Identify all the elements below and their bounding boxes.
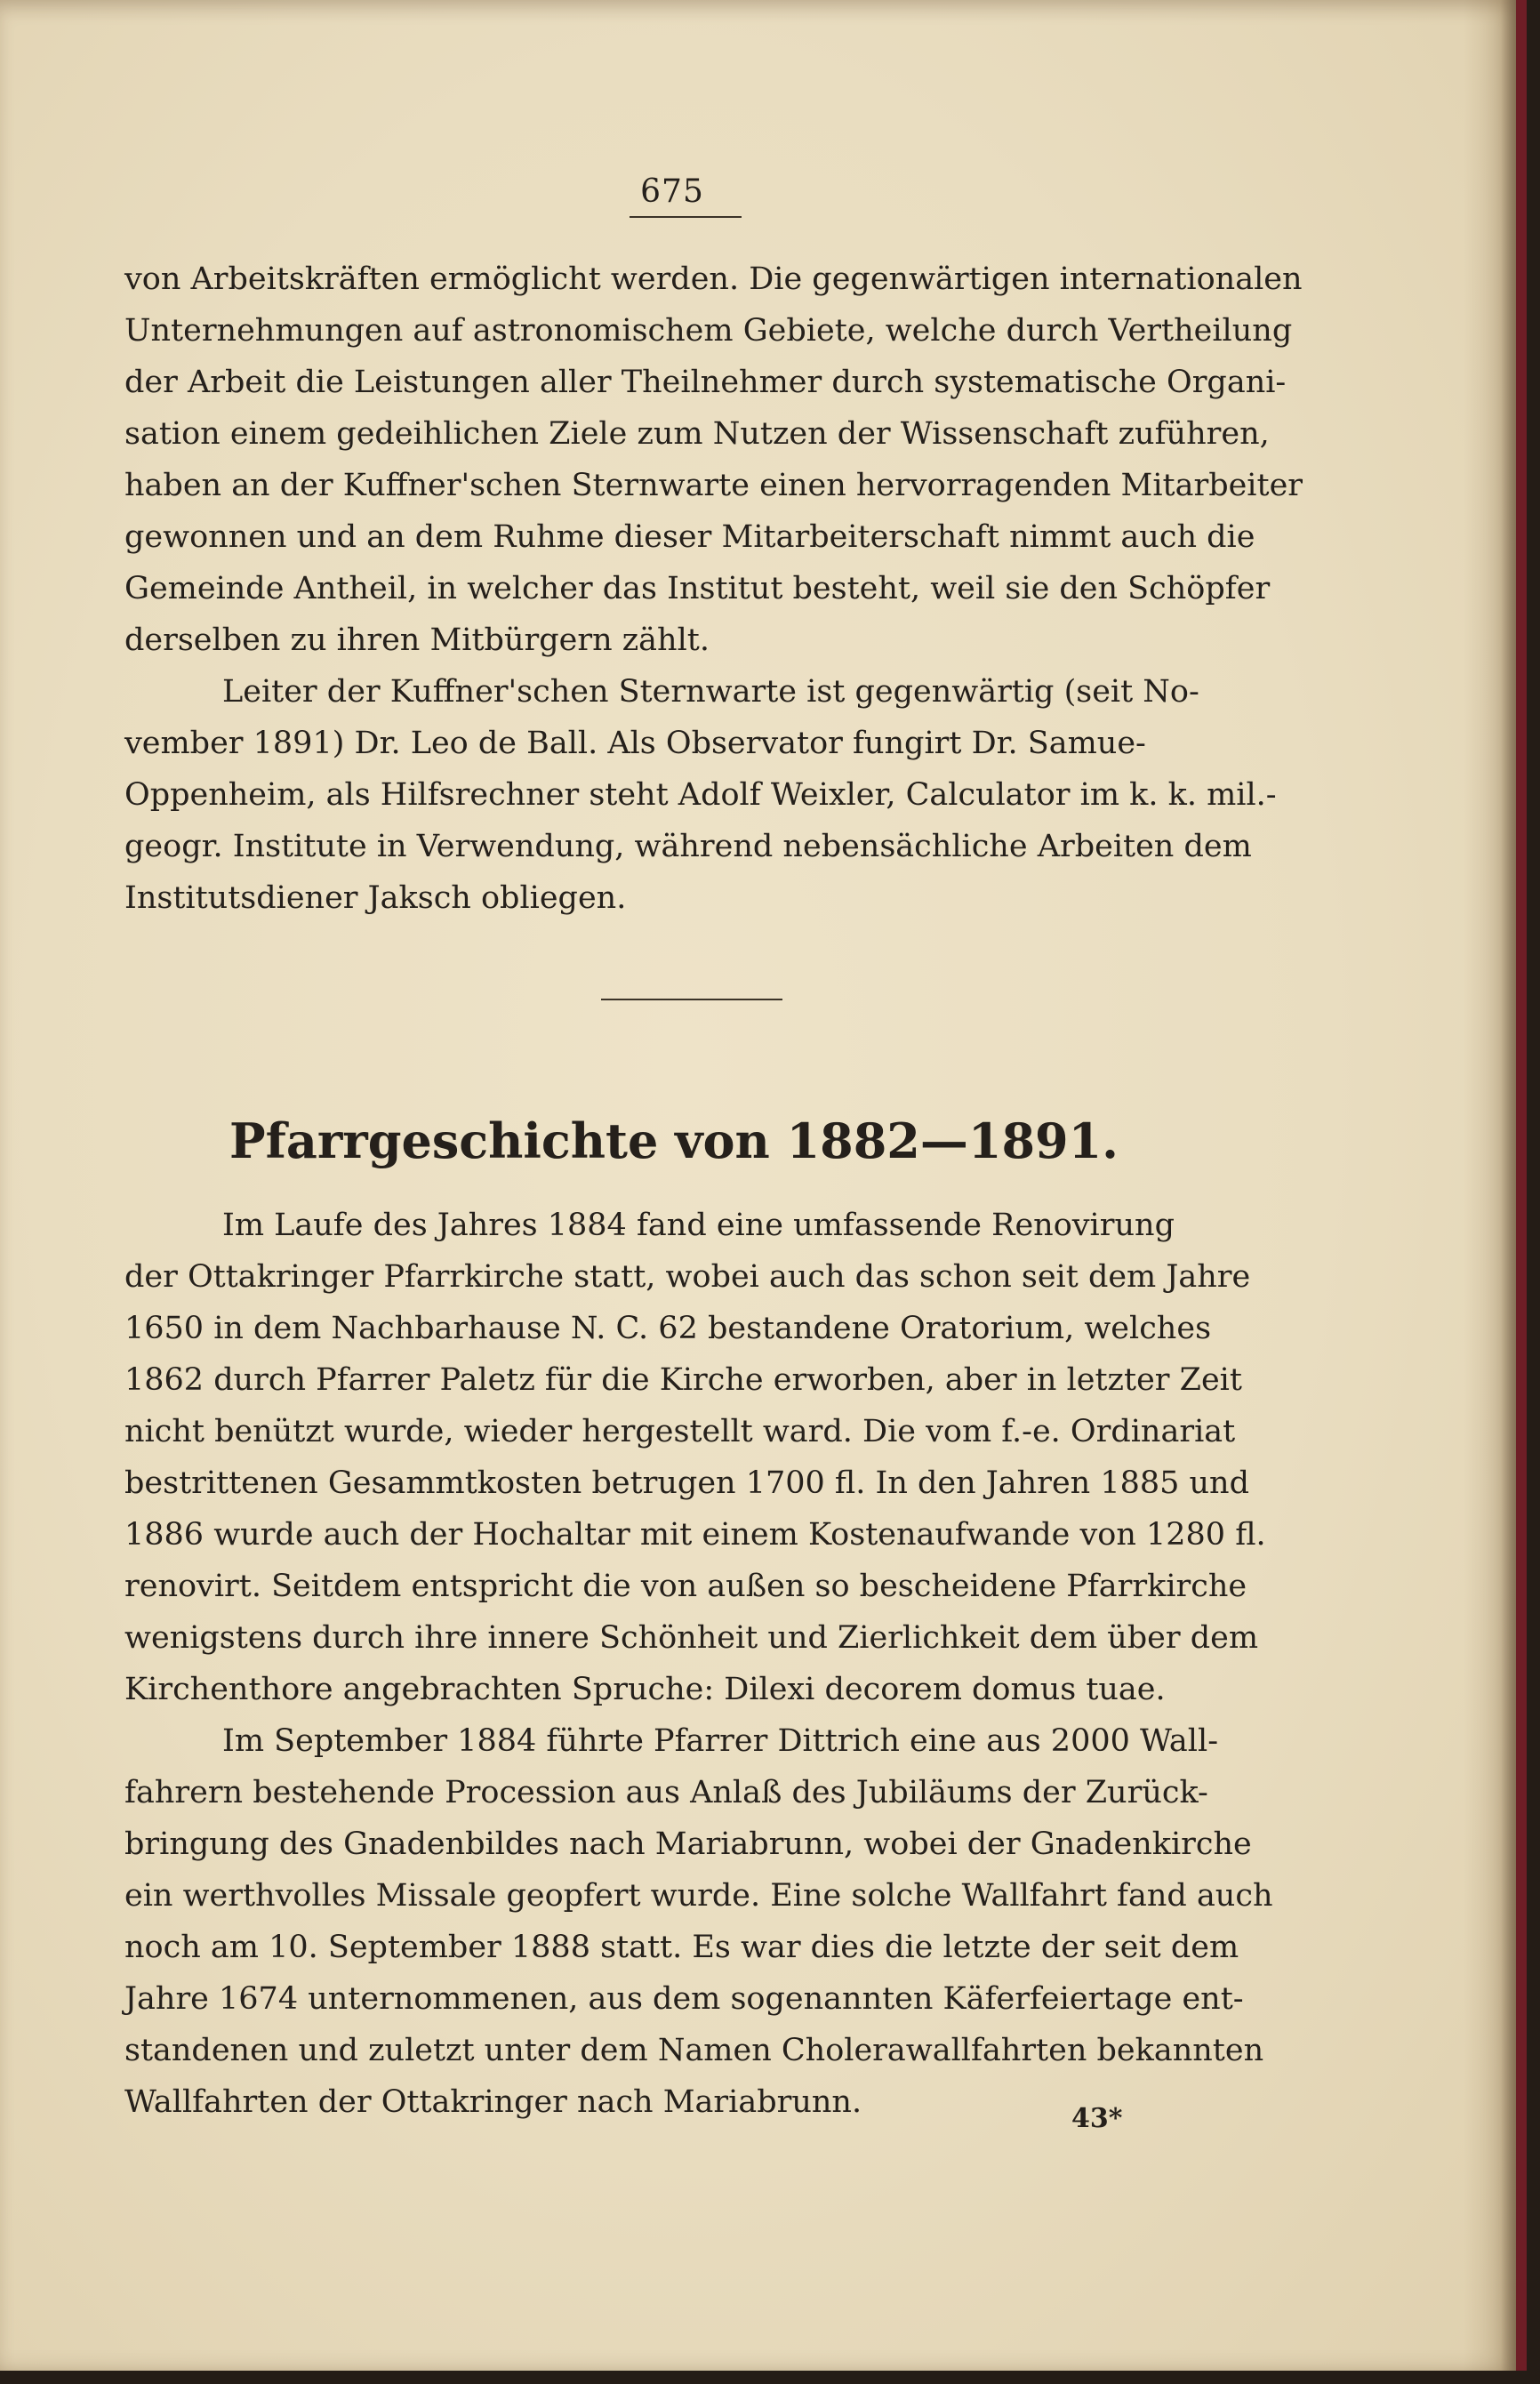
page-number: 675 [640, 173, 704, 210]
text-line: gewonnen und an dem Ruhme dieser Mitarbeiterschaft nimmt auch die [124, 519, 1255, 555]
bottom-dark-edge [0, 2371, 1540, 2384]
text-line: Wallfahrten der Ottakringer nach Mariabrunn. [124, 2084, 862, 2120]
text-line: fahrern bestehende Procession aus Anlaß des Jubiläums der Zurück- [124, 1775, 1208, 1810]
text-line: Im Laufe des Jahres 1884 fand eine umfassende Renovirung [222, 1208, 1175, 1243]
text-line: von Arbeitskräften ermöglicht werden. Die gegenwärtigen internationalen [124, 261, 1303, 297]
red-book-spine [1516, 0, 1527, 2384]
section-divider [601, 999, 782, 1000]
text-line: haben an der Kuffner'schen Sternwarte einen hervorragenden Mitarbeiter [124, 468, 1303, 503]
text-line: bestrittenen Gesammtkosten betrugen 1700 fl. In den Jahren 1885 und [124, 1465, 1250, 1501]
text-line: Unternehmungen auf astronomischem Gebiete, welche durch Vertheilung [124, 313, 1293, 349]
text-line: bringung des Gnadenbildes nach Mariabrunn, wobei der Gnadenkirche [124, 1826, 1252, 1862]
text-line: wenigstens durch ihre innere Schönheit und Zierlichkeit dem über dem [124, 1620, 1259, 1656]
text-line: standenen und zuletzt unter dem Namen Cholerawallfahrten bekannten [124, 2033, 1264, 2068]
text-line: 1650 in dem Nachbarhause N. C. 62 bestandene Oratorium, welches [124, 1311, 1212, 1346]
page-number-rule [630, 216, 742, 218]
text-line: derselben zu ihren Mitbürgern zählt. [124, 622, 710, 658]
text-line: 1886 wurde auch der Hochaltar mit einem Kostenaufwande von 1280 fl. [124, 1517, 1266, 1553]
section-heading: Pfarrgeschichte von 1882—1891. [229, 1112, 1119, 1169]
text-line: noch am 10. September 1888 statt. Es war dies die letzte der seit dem [124, 1930, 1239, 1965]
text-line: renovirt. Seitdem entspricht die von außen so bescheidene Pfarrkirche [124, 1569, 1247, 1604]
text-line: Oppenheim, als Hilfsrechner steht Adolf Weixler, Calculator im k. k. mil.- [124, 777, 1277, 813]
text-line: Gemeinde Antheil, in welcher das Institut besteht, weil sie den Schöpfer [124, 571, 1271, 606]
text-line: geogr. Institute in Verwendung, während nebensächliche Arbeiten dem [124, 829, 1252, 864]
text-line: der Ottakringer Pfarrkirche statt, wobei auch das schon seit dem Jahre [124, 1259, 1251, 1295]
text-line: sation einem gedeihlichen Ziele zum Nutzen der Wissenschaft zuführen, [124, 416, 1270, 452]
text-line: ein werthvolles Missale geopfert wurde. Eine solche Wallfahrt fand auch [124, 1878, 1273, 1914]
text-line: 1862 durch Pfarrer Paletz für die Kirche erworben, aber in letzter Zeit [124, 1362, 1242, 1398]
signature-mark: 43* [1071, 2103, 1123, 2134]
dark-book-edge [1527, 0, 1540, 2384]
text-line: Institutsdiener Jaksch obliegen. [124, 880, 627, 916]
text-line: Leiter der Kuffner'schen Sternwarte ist gegenwärtig (seit No- [222, 674, 1199, 710]
text-line: Im September 1884 führte Pfarrer Dittrich eine aus 2000 Wall- [222, 1723, 1219, 1759]
text-line: der Arbeit die Leistungen aller Theilnehmer durch systematische Organi- [124, 365, 1287, 400]
text-line: Jahre 1674 unternommenen, aus dem sogenannten Käferfeiertage ent- [124, 1981, 1244, 2017]
page-edge-shadow [1464, 0, 1517, 2371]
text-line: Kirchenthore angebrachten Spruche: Dilexi decorem domus tuae. [124, 1672, 1166, 1707]
text-line: vember 1891) Dr. Leo de Ball. Als Observator fungirt Dr. Samue- [124, 726, 1146, 761]
text-line: nicht benützt wurde, wieder hergestellt ward. Die vom f.-e. Ordinariat [124, 1414, 1236, 1449]
